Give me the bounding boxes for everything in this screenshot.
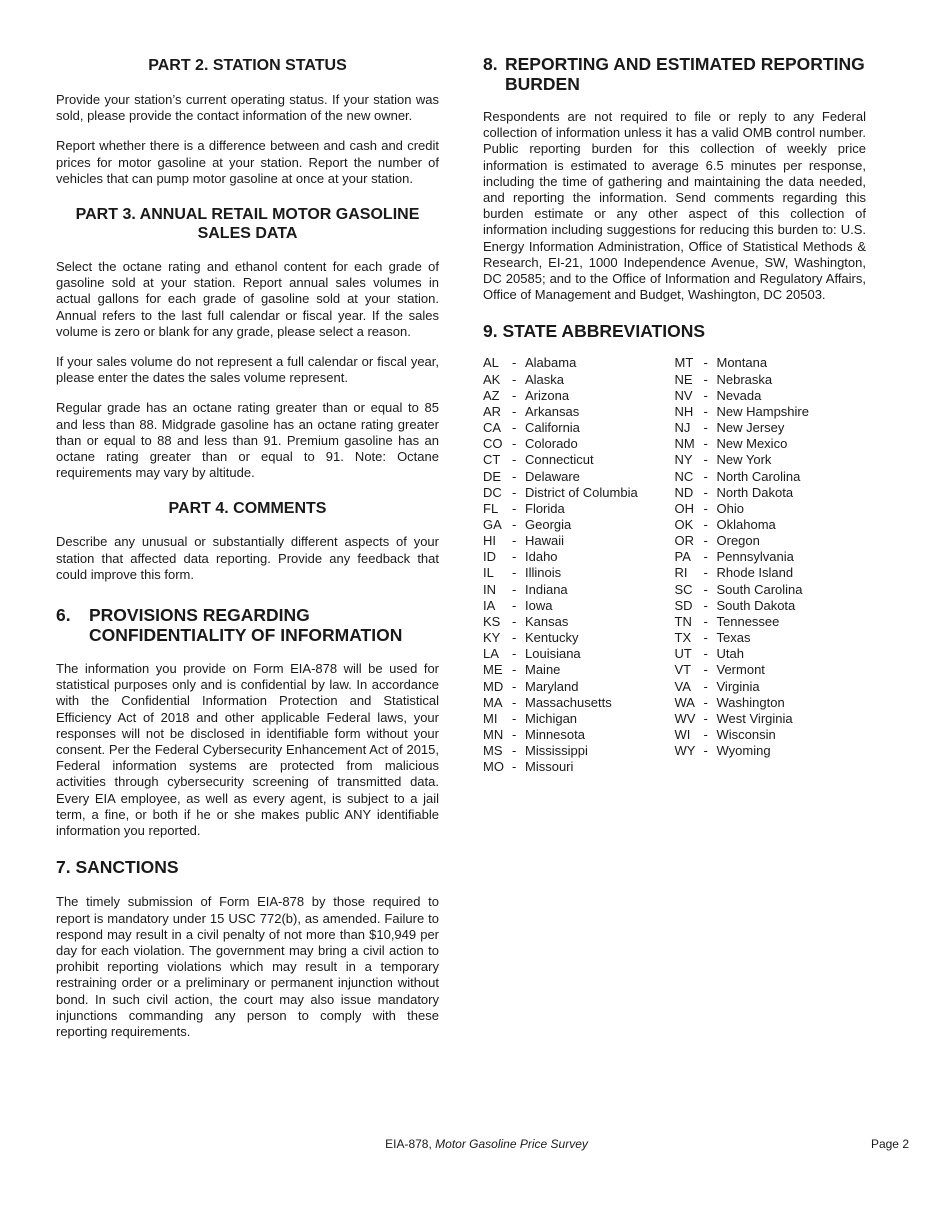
state-code: FL bbox=[483, 500, 499, 516]
state-dash: - bbox=[703, 436, 708, 452]
section8-heading-line2: BURDEN bbox=[505, 74, 580, 94]
state-dash: - bbox=[703, 533, 708, 549]
state-dash: - bbox=[703, 549, 708, 565]
state-row bbox=[675, 517, 867, 533]
state-row bbox=[483, 695, 675, 711]
state-row bbox=[675, 549, 867, 565]
state-name: Ohio bbox=[716, 500, 744, 516]
state-row bbox=[483, 388, 675, 404]
state-row bbox=[675, 533, 867, 549]
footer-page-number: Page 2 bbox=[870, 1137, 909, 1151]
state-dash: - bbox=[703, 403, 708, 419]
state-dash: - bbox=[703, 387, 708, 403]
state-row bbox=[675, 485, 867, 501]
state-dash: - bbox=[512, 500, 517, 516]
state-code: AK bbox=[483, 371, 501, 387]
state-name: Maine bbox=[525, 662, 561, 678]
state-name: New Mexico bbox=[716, 436, 788, 452]
state-name: South Dakota bbox=[716, 597, 796, 613]
state-dash: - bbox=[512, 420, 517, 436]
state-code: LA bbox=[483, 646, 499, 662]
section6-number: 6. bbox=[56, 605, 71, 626]
state-row bbox=[483, 452, 675, 468]
state-row bbox=[675, 404, 867, 420]
state-code: OR bbox=[674, 533, 694, 549]
state-dash: - bbox=[703, 565, 708, 581]
state-name: Connecticut bbox=[525, 452, 594, 468]
part3-heading bbox=[56, 205, 439, 243]
state-code: GA bbox=[483, 517, 502, 532]
state-row bbox=[675, 598, 867, 614]
state-name: Illinois bbox=[525, 565, 562, 581]
section8-paragraph-1: Respondents are not required to file or reply to any Federal collection of information unless it has a valid OMB control number. Public reporting burden for this collection of weekly price information is estimated to average 6.5 minutes per response, including the time of gathering and maintaining the data needed, and reporting the information. Send comments regarding this burden estimate or any other aspect of this collection of information including suggestions for reducing this burden to: U.S. Energy Information Administration, Office of Statistical Methods & Research, EI-21, 1000 Independence Avenue, SW, Washington, DC 20585; and to the Office of Information and Regulatory Affairs, Office of Management and Budget, Washington, DC 20503. bbox=[483, 109, 866, 303]
state-code: NY bbox=[674, 452, 693, 468]
state-dash: - bbox=[703, 630, 708, 646]
state-name: Nevada bbox=[716, 387, 762, 403]
state-name: Pennsylvania bbox=[716, 549, 794, 565]
state-name: Louisiana bbox=[525, 646, 581, 662]
state-name: West Virginia bbox=[716, 710, 793, 726]
section8-heading-line1: REPORTING AND ESTIMATED REPORTING bbox=[505, 54, 865, 74]
state-name: North Carolina bbox=[716, 468, 801, 484]
state-code: CO bbox=[483, 436, 503, 452]
state-name: North Dakota bbox=[716, 484, 794, 500]
state-code: ND bbox=[674, 484, 694, 500]
state-code: MS bbox=[483, 743, 503, 759]
state-code: KS bbox=[483, 613, 501, 629]
state-name: Kansas bbox=[525, 613, 569, 629]
state-code: DC bbox=[483, 484, 502, 500]
state-row bbox=[483, 404, 675, 420]
state-name: Hawaii bbox=[525, 533, 565, 549]
state-code: MO bbox=[483, 759, 504, 775]
state-code: NM bbox=[674, 436, 695, 452]
state-dash: - bbox=[703, 597, 708, 613]
state-code: VA bbox=[674, 678, 691, 694]
state-code: WA bbox=[674, 694, 695, 710]
state-dash: - bbox=[512, 452, 517, 468]
state-dash: - bbox=[512, 710, 517, 726]
state-name: Iowa bbox=[525, 597, 553, 613]
state-code: PA bbox=[674, 549, 691, 565]
state-row bbox=[675, 582, 867, 598]
state-list-column-1 bbox=[483, 355, 675, 775]
state-code: SC bbox=[674, 581, 693, 597]
state-name: Utah bbox=[716, 646, 744, 662]
section8-heading bbox=[483, 54, 866, 94]
state-row bbox=[675, 614, 867, 630]
part3-paragraph-1: Select the octane rating and ethanol content for each grade of gasoline sold at your station. Report annual sales volumes in actual gallons for each grade of gasoline sold at your station. Annual refers to the last full calendar or fiscal year. If the sales volume is zero or blank for any grade, please select a reason. bbox=[56, 259, 439, 339]
state-dash: - bbox=[703, 517, 708, 532]
left-column bbox=[56, 54, 439, 1040]
state-code: ID bbox=[483, 549, 496, 565]
state-dash: - bbox=[512, 565, 517, 581]
state-list-column-2 bbox=[675, 355, 867, 775]
state-name: District of Columbia bbox=[525, 484, 638, 500]
state-row bbox=[675, 743, 867, 759]
state-dash: - bbox=[512, 371, 517, 387]
state-row bbox=[675, 372, 867, 388]
state-row bbox=[483, 630, 675, 646]
state-name: Montana bbox=[716, 355, 768, 371]
state-code: HI bbox=[483, 533, 496, 549]
state-row bbox=[675, 646, 867, 662]
state-dash: - bbox=[703, 613, 708, 629]
state-row bbox=[483, 582, 675, 598]
state-name: Florida bbox=[525, 500, 565, 516]
state-name: Arizona bbox=[525, 387, 570, 403]
state-row bbox=[483, 420, 675, 436]
state-code: OH bbox=[674, 500, 694, 516]
state-name: Massachusetts bbox=[525, 694, 612, 710]
section8-heading-text bbox=[505, 54, 865, 94]
state-code: AL bbox=[483, 355, 499, 371]
state-name: Arkansas bbox=[525, 403, 580, 419]
state-abbreviations-table bbox=[483, 355, 866, 775]
state-row bbox=[675, 630, 867, 646]
state-name: Alaska bbox=[525, 371, 565, 387]
state-row bbox=[483, 743, 675, 759]
state-name: Michigan bbox=[525, 710, 578, 726]
state-row bbox=[483, 355, 675, 371]
state-row bbox=[483, 662, 675, 678]
state-row bbox=[483, 759, 675, 775]
state-row bbox=[675, 662, 867, 678]
state-dash: - bbox=[703, 662, 708, 678]
state-name: New York bbox=[716, 452, 772, 468]
section7-heading: 7. SANCTIONS bbox=[56, 857, 179, 878]
part2-paragraph-1: Provide your station’s current operating status. If your station was sold, please provide the contact information of the new owner. bbox=[56, 92, 439, 124]
state-dash: - bbox=[703, 727, 708, 743]
state-row bbox=[675, 711, 867, 727]
state-code: UT bbox=[674, 646, 692, 662]
state-row bbox=[675, 565, 867, 581]
state-dash: - bbox=[703, 355, 708, 371]
state-code: ME bbox=[483, 662, 503, 678]
state-name: Alabama bbox=[525, 355, 577, 371]
state-code: DE bbox=[483, 468, 502, 484]
section7-paragraph-1: The timely submission of Form EIA-878 by those required to report is mandatory under 15 USC 772(b), as amended. Failure to respond may result in a civil penalty of not more than $10,949 per day for each violation. The government may bring a civil action to prohibit reporting violations which may result in a temporary restraining order or a preliminary or permanent injunction without bond. In such civil action, the court may also issue mandatory injunctions commanding any person to comply with these reporting requirements. bbox=[56, 894, 439, 1039]
state-row bbox=[483, 517, 675, 533]
state-row bbox=[483, 614, 675, 630]
state-dash: - bbox=[703, 581, 708, 597]
state-dash: - bbox=[512, 484, 517, 500]
state-name: Wisconsin bbox=[716, 727, 776, 743]
section8-number: 8. bbox=[483, 54, 498, 74]
state-code: AZ bbox=[483, 387, 500, 403]
state-name: Indiana bbox=[525, 581, 568, 597]
state-name: Maryland bbox=[525, 678, 579, 694]
footer-form-id: EIA-878, bbox=[385, 1137, 432, 1151]
section6-heading-line2: CONFIDENTIALITY OF INFORMATION bbox=[89, 625, 403, 646]
state-dash: - bbox=[512, 694, 517, 710]
state-dash: - bbox=[512, 662, 517, 678]
state-row bbox=[483, 372, 675, 388]
state-dash: - bbox=[703, 743, 708, 759]
state-dash: - bbox=[512, 727, 517, 743]
state-row bbox=[483, 727, 675, 743]
state-code: NH bbox=[674, 403, 694, 419]
state-code: RI bbox=[674, 565, 688, 581]
state-dash: - bbox=[703, 484, 708, 500]
state-dash: - bbox=[512, 403, 517, 419]
state-name: Georgia bbox=[525, 517, 572, 532]
part3-heading-line1: PART 3. ANNUAL RETAIL MOTOR GASOLINE bbox=[75, 206, 420, 224]
part2-paragraph-2: Report whether there is a difference between and cash and credit prices for motor gasoline at your station. Report the number of vehicles that can pump motor gasoline at once at your station. bbox=[56, 138, 439, 186]
state-code: NE bbox=[674, 371, 693, 387]
state-row bbox=[483, 711, 675, 727]
state-code: MI bbox=[483, 710, 498, 726]
state-name: Missouri bbox=[525, 759, 574, 775]
state-name: Wyoming bbox=[716, 743, 771, 759]
state-name: Virginia bbox=[716, 678, 760, 694]
state-row bbox=[483, 501, 675, 517]
state-dash: - bbox=[512, 743, 517, 759]
state-name: Colorado bbox=[525, 436, 578, 452]
state-dash: - bbox=[512, 533, 517, 549]
state-code: CT bbox=[483, 452, 501, 468]
section6-heading bbox=[56, 605, 439, 645]
part3-paragraph-3: Regular grade has an octane rating greater than or equal to 85 and less than 88. Midgrade gasoline has an octane rating greater than or equal to 88 and less than 91. Premium gasoline has an octane rating greater than or equal to 91. Note: Octane requirements may vary by altitude. bbox=[56, 400, 439, 481]
state-row bbox=[483, 533, 675, 549]
state-code: VT bbox=[674, 662, 692, 678]
state-dash: - bbox=[703, 452, 708, 468]
state-code: WI bbox=[674, 727, 691, 743]
state-code: AR bbox=[483, 403, 502, 419]
section6-heading-line1: PROVISIONS REGARDING bbox=[89, 605, 310, 626]
state-dash: - bbox=[512, 355, 517, 371]
state-dash: - bbox=[512, 646, 517, 662]
state-dash: - bbox=[703, 710, 708, 726]
section9-heading: 9. STATE ABBREVIATIONS bbox=[483, 321, 706, 342]
state-code: TN bbox=[674, 613, 692, 629]
state-name: Texas bbox=[716, 630, 751, 646]
state-dash: - bbox=[703, 646, 708, 662]
state-name: Oregon bbox=[716, 533, 760, 549]
state-code: IL bbox=[483, 565, 494, 581]
state-name: Idaho bbox=[525, 549, 558, 565]
state-code: MN bbox=[483, 727, 504, 743]
state-dash: - bbox=[703, 500, 708, 516]
state-name: Vermont bbox=[716, 662, 765, 678]
state-row bbox=[675, 420, 867, 436]
state-row bbox=[675, 501, 867, 517]
state-row bbox=[675, 355, 867, 371]
state-code: NV bbox=[674, 387, 693, 403]
state-row bbox=[483, 469, 675, 485]
state-dash: - bbox=[703, 371, 708, 387]
state-name: Rhode Island bbox=[716, 565, 794, 581]
state-row bbox=[483, 679, 675, 695]
state-code: MT bbox=[674, 355, 694, 371]
state-name: Kentucky bbox=[525, 630, 579, 646]
state-row bbox=[675, 452, 867, 468]
state-name: Washington bbox=[716, 694, 785, 710]
state-name: Oklahoma bbox=[716, 517, 776, 532]
state-code: KY bbox=[483, 630, 501, 646]
state-dash: - bbox=[512, 759, 517, 775]
state-dash: - bbox=[512, 678, 517, 694]
state-code: MD bbox=[483, 678, 504, 694]
state-dash: - bbox=[512, 517, 517, 532]
state-row bbox=[483, 598, 675, 614]
state-dash: - bbox=[512, 613, 517, 629]
part3-paragraph-2: If your sales volume do not represent a full calendar or fiscal year, please enter the dates the sales volume represent. bbox=[56, 354, 439, 386]
state-row bbox=[675, 388, 867, 404]
state-row bbox=[483, 436, 675, 452]
part2-heading: PART 2. STATION STATUS bbox=[148, 57, 347, 74]
state-dash: - bbox=[512, 581, 517, 597]
state-code: NJ bbox=[674, 420, 691, 436]
state-name: New Hampshire bbox=[716, 403, 809, 419]
state-dash: - bbox=[703, 694, 708, 710]
section6-heading-text bbox=[89, 605, 402, 645]
state-row bbox=[675, 695, 867, 711]
state-dash: - bbox=[512, 468, 517, 484]
state-name: Tennessee bbox=[716, 613, 780, 629]
state-dash: - bbox=[512, 630, 517, 646]
state-row bbox=[675, 436, 867, 452]
part4-paragraph-1: Describe any unusual or substantially different aspects of your station that affected data reporting. Provide any feedback that could improve this form. bbox=[56, 534, 439, 582]
state-code: SD bbox=[674, 597, 693, 613]
state-name: Minnesota bbox=[525, 727, 585, 743]
state-code: NC bbox=[674, 468, 694, 484]
state-dash: - bbox=[512, 387, 517, 403]
state-dash: - bbox=[512, 549, 517, 565]
state-code: TX bbox=[674, 630, 692, 646]
right-column bbox=[483, 54, 866, 776]
state-name: Delaware bbox=[525, 468, 580, 484]
state-row bbox=[675, 679, 867, 695]
state-code: OK bbox=[674, 517, 694, 532]
state-code: WY bbox=[674, 743, 696, 759]
footer-form-title bbox=[0, 1137, 950, 1151]
state-dash: - bbox=[512, 597, 517, 613]
state-row bbox=[483, 485, 675, 501]
state-dash: - bbox=[512, 436, 517, 452]
section6-paragraph-1: The information you provide on Form EIA-878 will be used for statistical purposes only and is confidential by law. In accordance with the Confidential Information Protection and Statistical Efficiency Act of 2018 and other applicable Federal laws, your responses will not be disclosed in identifiable form without your consent. Per the Federal Cybersecurity Enhancement Act of 2015, Federal information systems are protected from malicious activities through cybersecurity screening of transmitted data. Every EIA employee, as well as every agent, is subject to a jail term, a fine, or both if he or she makes public ANY identifiable information you reported. bbox=[56, 661, 439, 839]
part3-heading-line2: SALES DATA bbox=[197, 225, 298, 243]
state-code: MA bbox=[483, 694, 503, 710]
state-row bbox=[483, 565, 675, 581]
state-dash: - bbox=[703, 678, 708, 694]
state-row bbox=[483, 549, 675, 565]
part4-heading: PART 4. COMMENTS bbox=[168, 500, 327, 518]
state-code: IN bbox=[483, 581, 496, 597]
state-row bbox=[675, 469, 867, 485]
state-name: California bbox=[525, 420, 580, 436]
state-dash: - bbox=[703, 420, 708, 436]
state-name: Mississippi bbox=[525, 743, 588, 759]
state-code: WV bbox=[674, 710, 696, 726]
state-name: Nebraska bbox=[716, 371, 773, 387]
state-dash: - bbox=[703, 468, 708, 484]
state-row bbox=[483, 646, 675, 662]
state-code: IA bbox=[483, 597, 496, 613]
state-row bbox=[675, 727, 867, 743]
state-code: CA bbox=[483, 420, 502, 436]
state-name: South Carolina bbox=[716, 581, 803, 597]
footer-survey-title: Motor Gasoline Price Survey bbox=[435, 1137, 588, 1151]
state-name: New Jersey bbox=[716, 420, 785, 436]
